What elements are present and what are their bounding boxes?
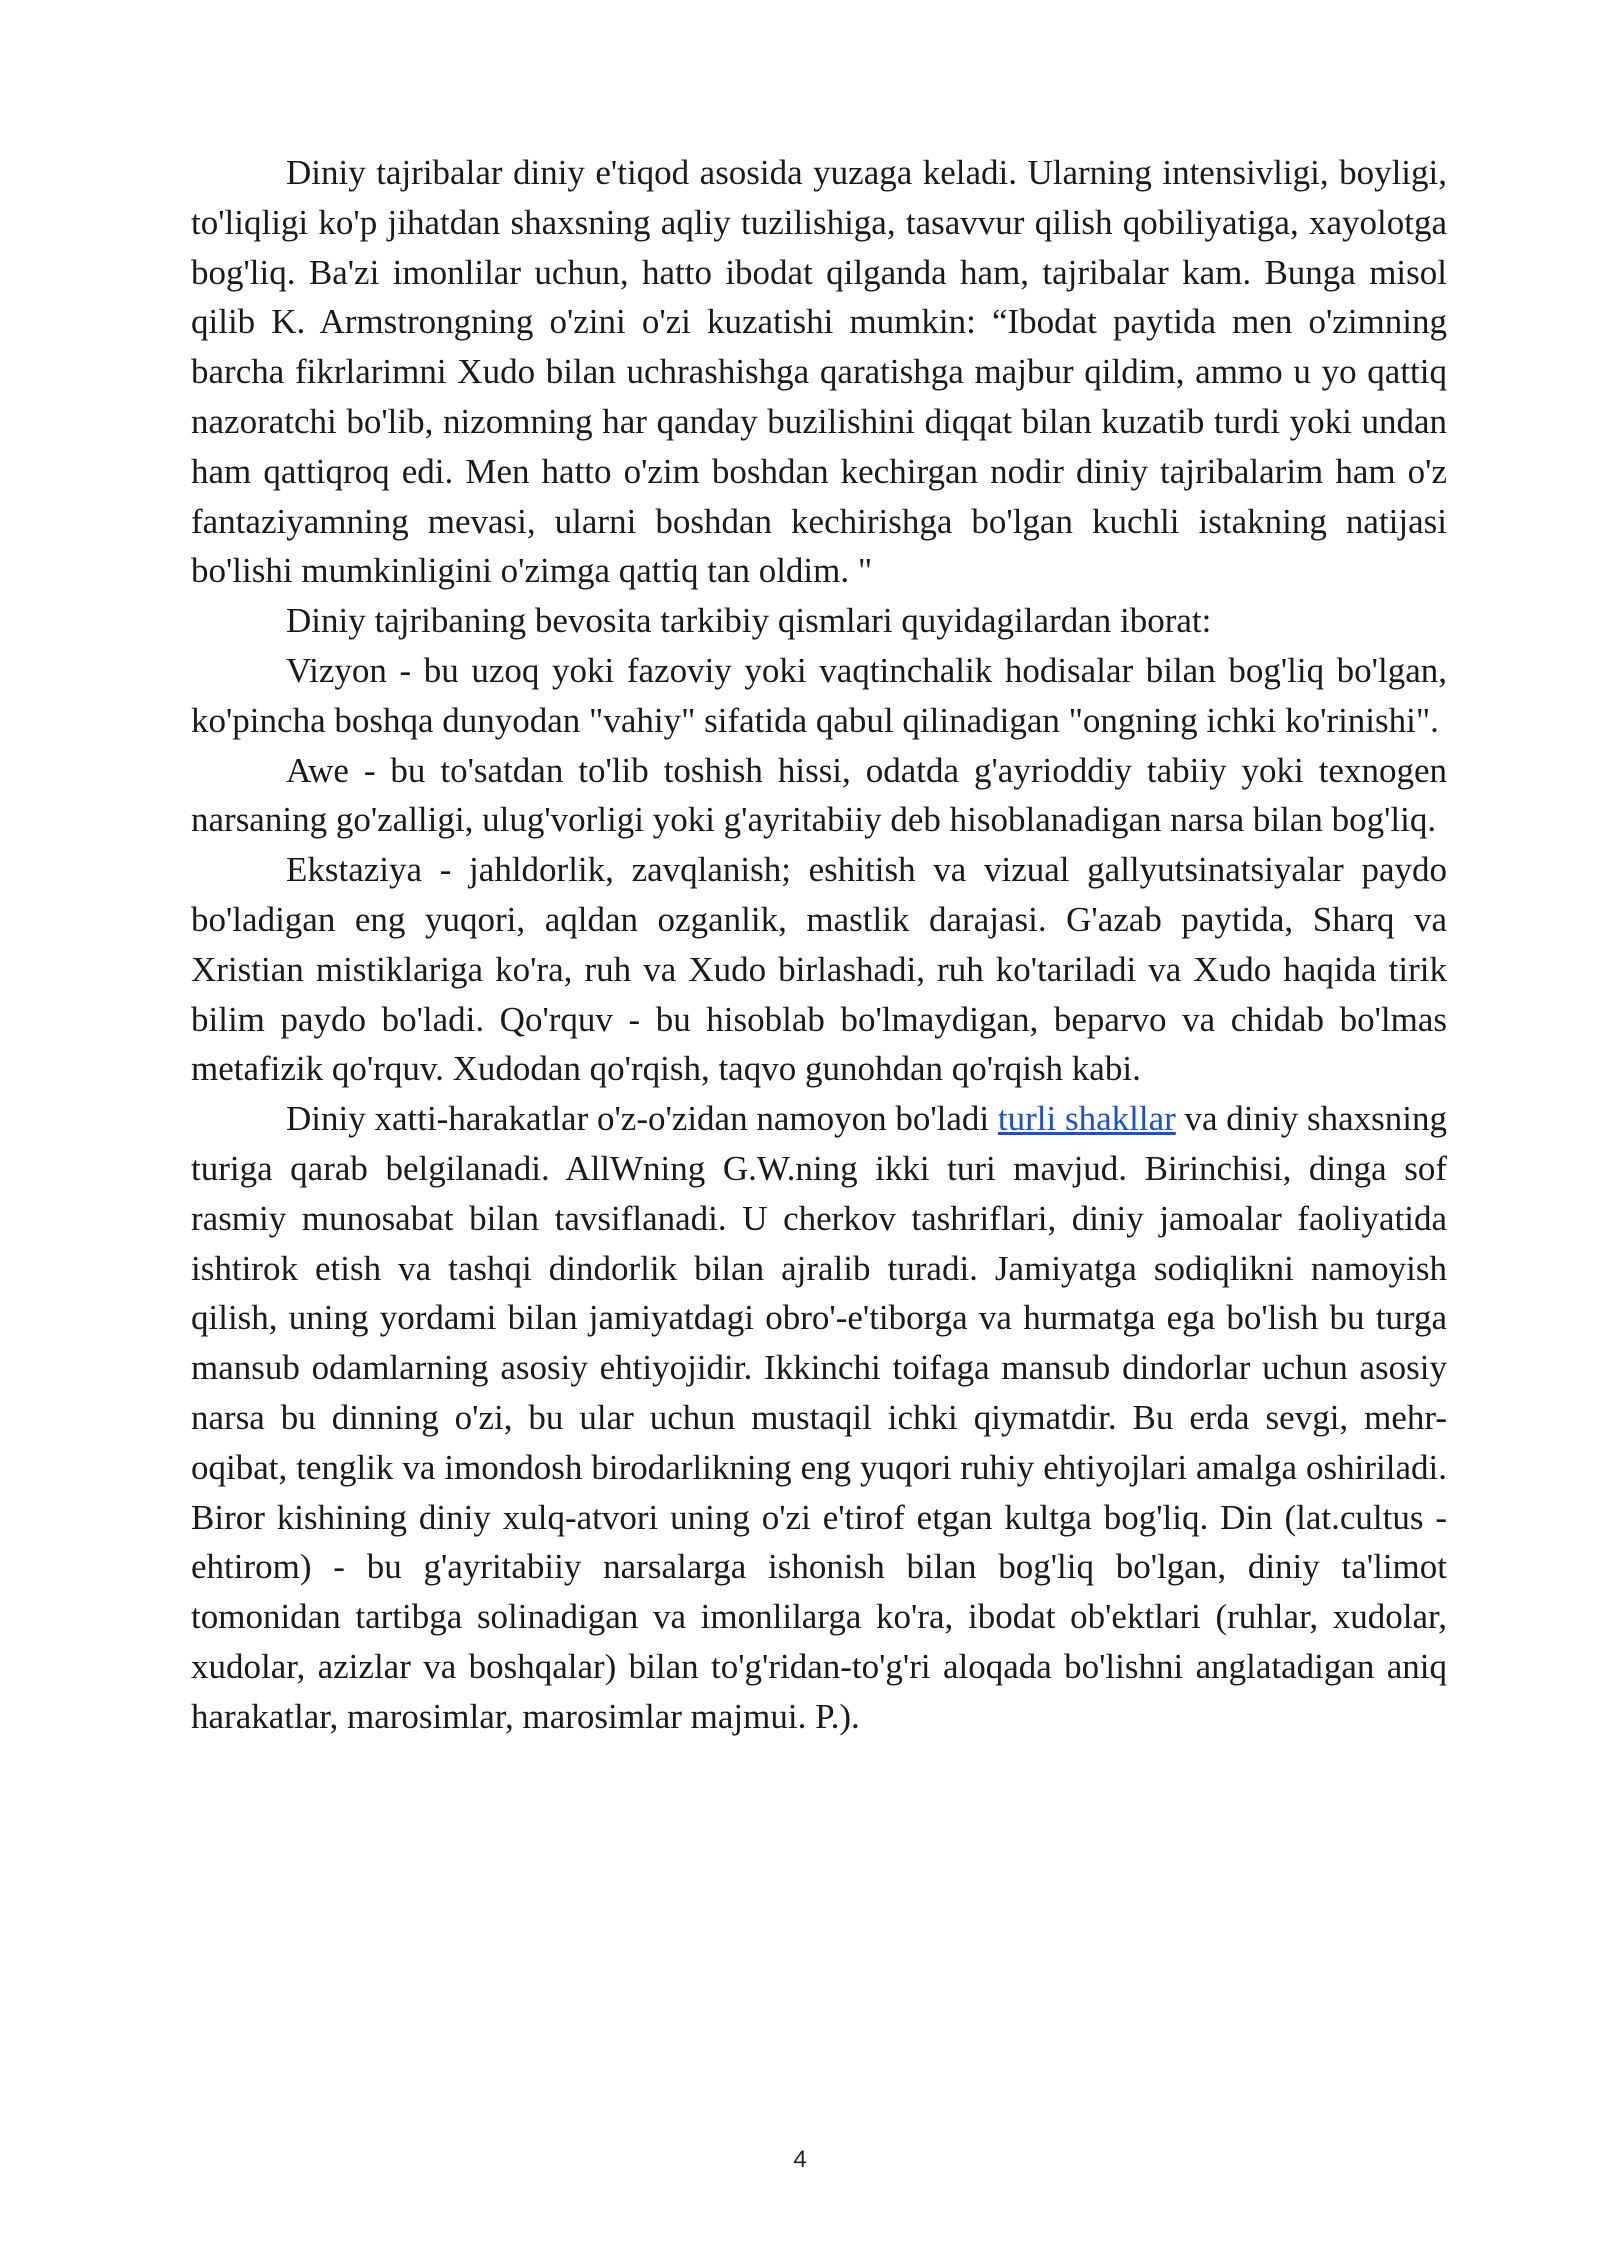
paragraph-components-intro: Diniy tajribaning bevosita tarkibiy qismlari quyidagilardan iborat: xyxy=(286,601,1212,641)
paragraph-ecstasy: Ekstaziya - jahldorlik, zavqlanish; eshitish va vizual gallyutsinatsiyalar paydo bo'ladigan eng yuqori, aqldan ozganlik, mastlik darajasi. G'azab paytida, Sharq va Xristian mistiklariga ko'ra, ruh va Xudo birlashadi, ruh ko'tariladi va Xudo haqida tirik bilim paydo bo'ladi. Qo'rquv - bu hisoblab bo'lmaydigan, beparvo va chidab bo'lmas metafizik qo'rquv. Xudodan qo'rqish, taqvo gunohdan qo'rqish kabi. xyxy=(191,850,1447,1089)
page-number: 4 xyxy=(793,2146,807,2173)
document-body xyxy=(191,148,1447,1742)
paragraph-religious-behavior xyxy=(191,1094,1447,1741)
turli-shakllar-link[interactable]: turli shakllar xyxy=(997,1099,1176,1139)
paragraph-awe: Awe - bu to'satdan to'lib toshish hissi, odatda g'ayrioddiy tabiiy yoki texnogen narsaning go'zalligi, ulug'vorligi yoki g'ayritabiiy deb hisoblanadigan narsa bilan bog'liq. xyxy=(191,750,1447,840)
paragraph-vision: Vizyon - bu uzoq yoki fazoviy yoki vaqtinchalik hodisalar bilan bog'liq bo'lgan, ko'pincha boshqa dunyodan "vahiy" sifatida qabul qilinadigan "ongning ichki ko'rinishi". xyxy=(191,650,1447,740)
paragraph-religious-experience: Diniy tajribalar diniy e'tiqod asosida yuzaga keladi. Ularning intensivligi, boyligi, to'liqligi ko'p jihatdan shaxsning aqliy tuzilishiga, tasavvur qilish qobiliyatiga, xayolotga bog'liq. Ba'zi imonlilar uchun, hatto ibodat qilganda ham, tajribalar kam. Bunga misol qilib K. Armstrongning o'zini o'zi kuzatishi mumkin: “Ibodat paytida men o'zimning barcha fikrlarimni Xudo bilan uchrashishga qaratishga majbur qildim, ammo u yo qattiq nazoratchi bo'lib, nizomning har qanday buzilishini diqqat bilan kuzatib turdi yoki undan ham qattiqroq edi. Men hatto o'zim boshdan kechirgan nodir diniy tajribalarim ham o'z fantaziyamning mevasi, ularni boshdan kechirishga bo'lgan kuchli istakning natijasi bo'lishi mumkinligini o'zimga qattiq tan oldim. " xyxy=(191,153,1447,591)
paragraph-text-after-link: va diniy shaxsning turiga qarab belgilanadi. AllWning G.W.ning ikki turi mavjud. Birinchisi, dinga sof rasmiy munosabat bilan tavsiflanadi. U cherkov tashriflari, diniy jamoalar faoliyatida ishtirok etish va tashqi dindorlik bilan ajralib turadi. Jamiyatga sodiqlikni namoyish qilish, uning yordami bilan jamiyatdagi obro'-e'tiborga va hurmatga ega bo'lish bu turga mansub odamlarning asosiy ehtiyojidir. Ikkinchi toifaga mansub dindorlar uchun asosiy narsa bu dinning o'zi, bu ular uchun mustaqil ichki qiymatdir. Bu erda sevgi, mehr-oqibat, tenglik va imondosh birodarlikning eng yuqori ruhiy ehtiyojlari amalga oshiriladi. Biror kishining diniy xulq-atvori uning o'zi e'tirof etgan kultga bog'liq. Din (lat.cultus - ehtirom) - bu g'ayritabiiy narsalarga ishonish bilan bog'liq bo'lgan, diniy ta'limot tomonidan tartibga solinadigan va imonlilarga ko'ra, ibodat ob'ektlari (ruhlar, xudolar, xudolar, azizlar va boshqalar) bilan to'g'ridan-to'g'ri aloqada bo'lishni anglatadigan aniq harakatlar, marosimlar, marosimlar majmui. P.). xyxy=(191,1099,1447,1736)
paragraph-text-before-link: Diniy xatti-harakatlar o'z-o'zidan namoyon bo'ladi xyxy=(286,1099,998,1139)
